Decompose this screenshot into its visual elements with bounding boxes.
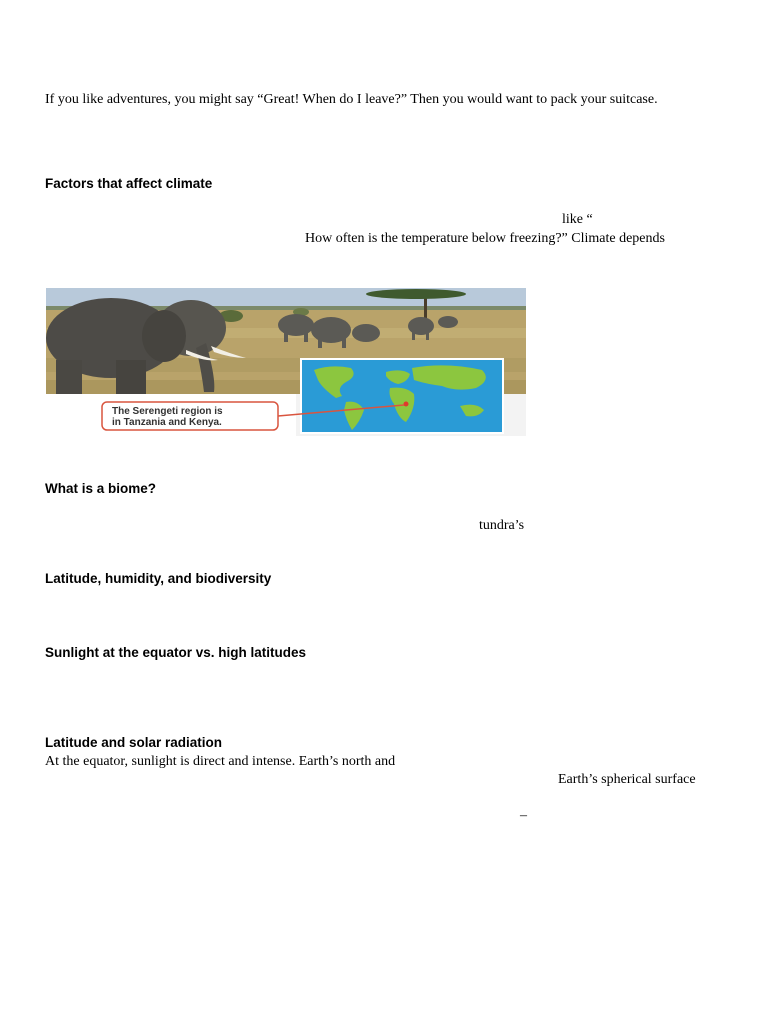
callout-line-2: in Tanzania and Kenya.: [112, 417, 222, 428]
heading-latitude-humidity: Latitude, humidity, and biodiversity: [45, 571, 272, 586]
world-map-inset: [278, 358, 504, 434]
solar-text-line-1: At the equator, sunlight is direct and intense. Earth’s north and: [45, 754, 396, 769]
serengeti-illustration: [46, 288, 526, 436]
heading-what-is-biome: What is a biome?: [45, 481, 157, 496]
serengeti-location-marker: [404, 402, 409, 407]
solar-text-line-2: Earth’s spherical surface: [558, 772, 696, 787]
callout-line-1: The Serengeti region is: [112, 406, 223, 417]
intro-paragraph: If you like adventures, you might say “Great! When do I leave?” Then you would want to pack your suitcase.: [45, 92, 658, 107]
serengeti-figure: [46, 288, 526, 436]
heading-sunlight-equator: Sunlight at the equator vs. high latitudes: [45, 645, 307, 660]
climate-text-fragment-2: How often is the temperature below freezing?” Climate depends: [305, 231, 665, 246]
heading-latitude-solar: Latitude and solar radiation: [45, 735, 223, 750]
heading-factors-climate: Factors that affect climate: [45, 176, 213, 191]
callout-box: [102, 402, 278, 430]
biome-text-fragment: tundra’s: [479, 518, 525, 533]
climate-text-fragment-1: like “: [562, 212, 593, 227]
dash-mark: –: [520, 808, 527, 823]
